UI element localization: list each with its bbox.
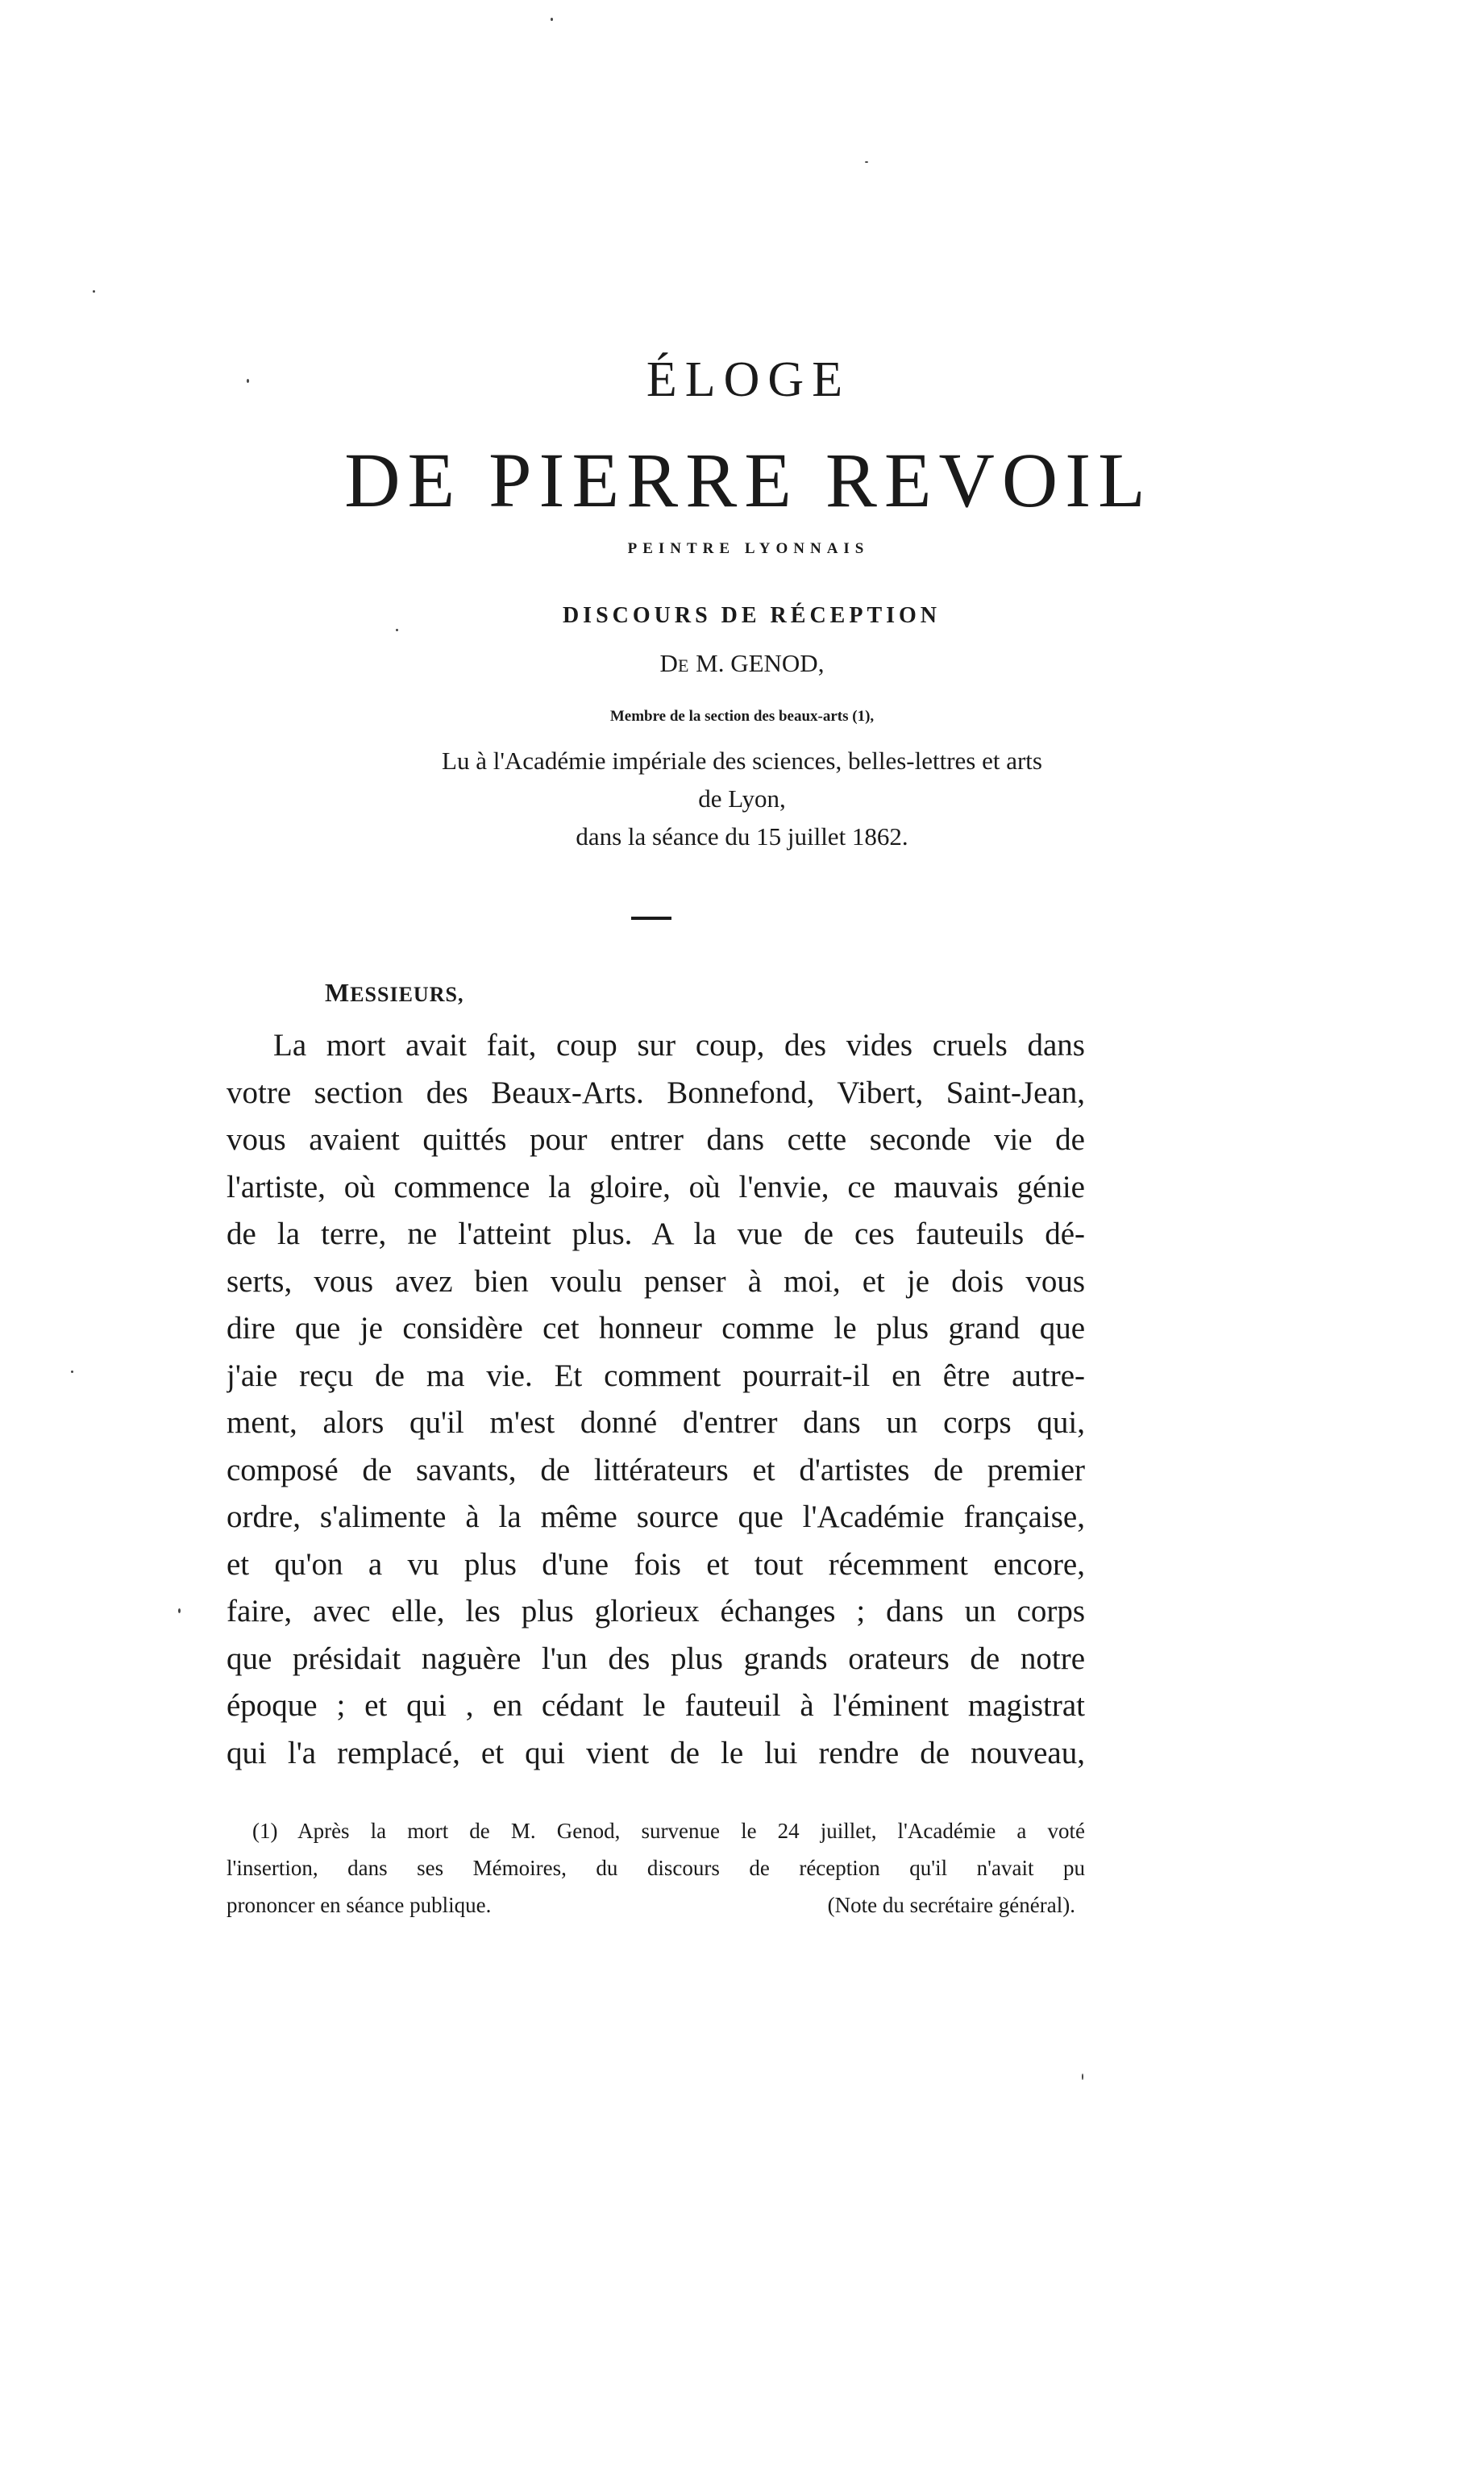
body-paragraph bbox=[227, 1022, 1085, 1777]
salutation-rest: ESSIEURS, bbox=[350, 983, 464, 1006]
body-line: serts, vous avez bien voulu penser à moi, et je dois vous bbox=[227, 1263, 1085, 1299]
scan-speck bbox=[551, 18, 553, 21]
body-line: qui l'a remplacé, et qui vient de le lui rendre de nouveau, bbox=[227, 1735, 1085, 1770]
scan-speck bbox=[1082, 2074, 1083, 2080]
body-line: votre section des Beaux-Arts. Bonnefond, Vibert, Saint-Jean, bbox=[227, 1075, 1085, 1110]
body-line: vous avaient quittés pour entrer dans cette seconde vie de bbox=[227, 1122, 1085, 1157]
body-line: ment, alors qu'il m'est donné d'entrer dans un corps qui, bbox=[227, 1405, 1085, 1440]
divider-rule bbox=[631, 917, 671, 920]
lu-line: Lu à l'Académie impériale des sciences, belles-lettres et arts bbox=[442, 747, 1042, 775]
body-line: La mort avait fait, coup sur coup, des vides cruels dans bbox=[273, 1028, 1085, 1063]
body-line: époque ; et qui , en cédant le fauteuil à l'éminent magistrat bbox=[227, 1688, 1085, 1723]
body-line: faire, avec elle, les plus glorieux échanges ; dans un corps bbox=[227, 1594, 1085, 1629]
footnote-last-line bbox=[227, 1886, 1085, 1924]
subtitle: PEINTRE LYONNAIS bbox=[627, 540, 870, 557]
salutation bbox=[325, 978, 463, 1008]
scan-speck bbox=[178, 1608, 181, 1613]
footnote-attribution: (Note du secrétaire général). bbox=[827, 1893, 1075, 1917]
lu-block bbox=[0, 742, 1484, 855]
body-line: j'aie reçu de ma vie. Et comment pourrait-il en être autre- bbox=[227, 1358, 1085, 1393]
discours-heading: DISCOURS DE RÉCEPTION bbox=[562, 603, 942, 628]
scan-speck bbox=[865, 161, 868, 163]
membre-line: Membre de la section des beaux-arts (1), bbox=[609, 708, 875, 725]
salutation-initial: M bbox=[325, 978, 351, 1007]
scan-speck bbox=[396, 629, 398, 631]
footnote bbox=[227, 1812, 1085, 1924]
author-prefix-e: E bbox=[677, 655, 690, 676]
body-line: ordre, s'alimente à la même source que l'Académie française, bbox=[227, 1500, 1085, 1534]
footnote-text: prononcer en séance publique. bbox=[227, 1893, 492, 1917]
lu-line: dans la séance du 15 juillet 1862. bbox=[576, 822, 908, 851]
author-line bbox=[0, 649, 1484, 678]
scan-speck bbox=[93, 290, 95, 293]
page-title: DE PIERRE REVOIL bbox=[344, 437, 1153, 523]
heading-eloge: ÉLOGE bbox=[646, 352, 851, 407]
scan-speck bbox=[247, 379, 249, 383]
author-prefix-d: D bbox=[659, 649, 678, 677]
body-line: dire que je considère cet honneur comme le plus grand que bbox=[227, 1311, 1085, 1346]
body-line: l'artiste, où commence la gloire, où l'envie, ce mauvais génie bbox=[227, 1169, 1085, 1204]
footnote-line: (1) Après la mort de M. Genod, survenue le 24 juillet, l'Académie a voté bbox=[252, 1819, 1085, 1843]
author-name: M. GENOD, bbox=[689, 649, 825, 677]
body-line: et qu'on a vu plus d'une fois et tout récemment encore, bbox=[227, 1546, 1085, 1582]
lu-line: de Lyon, bbox=[698, 784, 786, 813]
scan-speck bbox=[71, 1371, 73, 1373]
footnote-line: l'insertion, dans ses Mémoires, du discours de réception qu'il n'avait pu bbox=[227, 1856, 1085, 1880]
body-line: composé de savants, de littérateurs et d'artistes de premier bbox=[227, 1452, 1085, 1487]
body-line: de la terre, ne l'atteint plus. A la vue de ces fauteuils dé- bbox=[227, 1217, 1085, 1251]
body-line: que présidait naguère l'un des plus grands orateurs de notre bbox=[227, 1641, 1085, 1676]
